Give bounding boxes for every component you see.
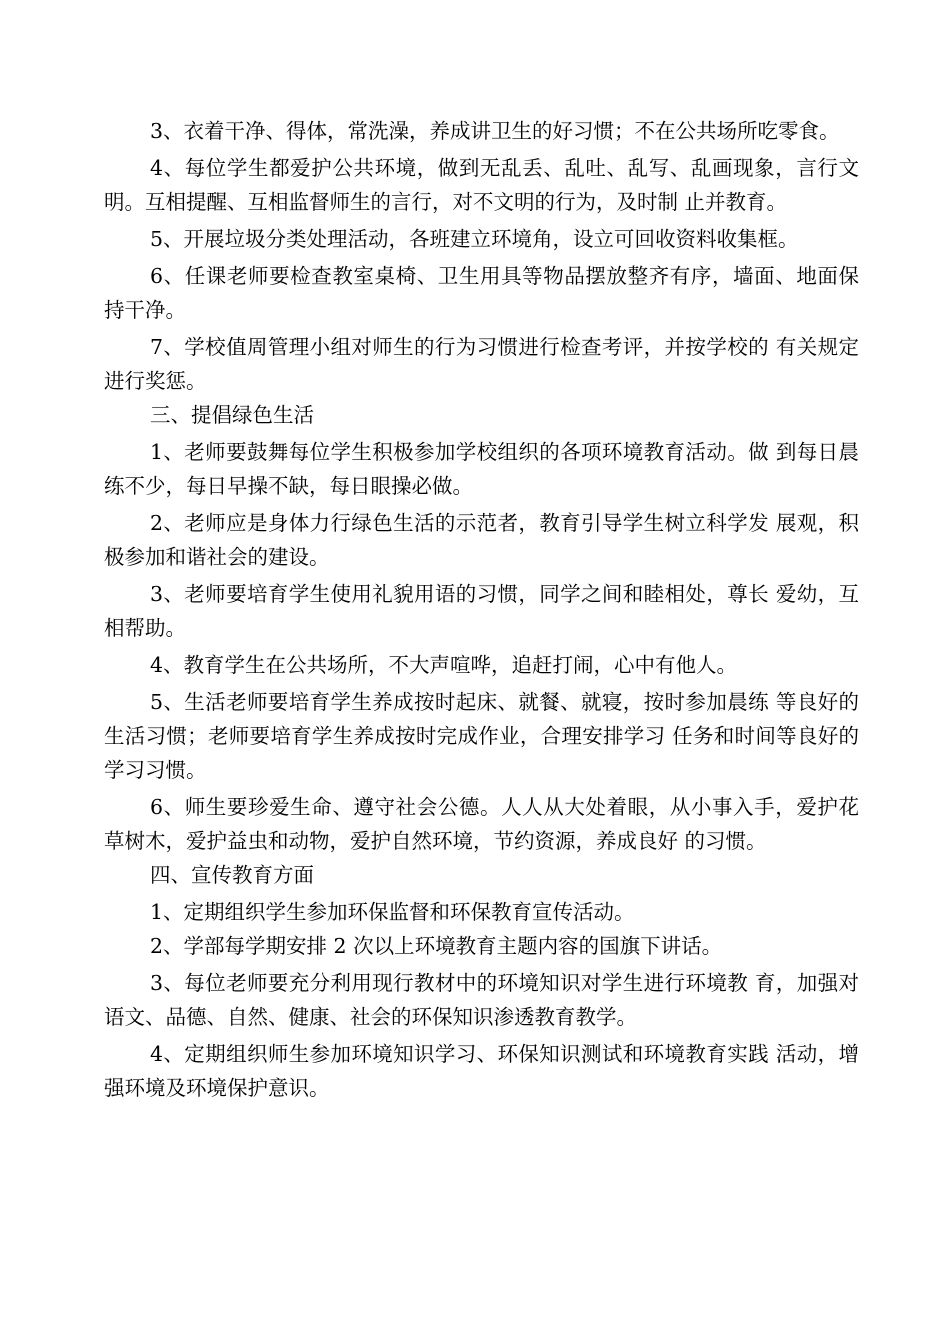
paragraph-item-1-activities: 1、老师要鼓舞每位学生积极参加学校组织的各项环境教育活动。做 到每日晨练不少，每日早操不缺，每日眼操必做。: [104, 440, 859, 498]
document-body: [104, 114, 859, 1105]
paragraph-item-6-classroom-check: 6、任课老师要检查教室桌椅、卫生用具等物品摆放整齐有序，墙面、地面保持干净。: [104, 264, 859, 322]
paragraph-item-5-garbage-sorting: 5、开展垃圾分类处理活动，各班建立环境角，设立可回收资料收集框。: [150, 227, 799, 251]
section-heading-green-life: 三、提倡绿色生活: [150, 403, 314, 427]
paragraph-item-4-public-behavior: 4、教育学生在公共场所，不大声喧哗，追赶打闹，心中有他人。: [150, 653, 738, 677]
paragraph-item-2-flag-speech: 2、学部每学期安排 2 次以上环境教育主题内容的国旗下讲话。: [150, 934, 723, 958]
section-heading-publicity: 四、宣传教育方面: [150, 863, 314, 887]
paragraph-item-1-supervision: 1、定期组织学生参加环保监督和环保教育宣传活动。: [150, 900, 635, 924]
paragraph-item-6-cherish-life: 6、师生要珍爱生命、遵守社会公德。人人从大处着眼，从小事入手，爱护花草树木，爱护益虫和动物，爱护自然环境，节约资源，养成良好 的习惯。: [104, 795, 859, 853]
paragraph-item-7-weekly-inspection: 7、学校值周管理小组对师生的行为习惯进行检查考评，并按学校的 有关规定进行奖惩。: [104, 335, 859, 393]
paragraph-item-3-hygiene: 3、衣着干净、得体，常洗澡，养成讲卫生的好习惯；不在公共场所吃零食。: [150, 119, 840, 143]
paragraph-item-3-textbook-use: 3、每位老师要充分利用现行教材中的环境知识对学生进行环境教 育，加强对语文、品德、自然、健康、社会的环保知识渗透教育教学。: [104, 971, 859, 1029]
paragraph-item-3-polite-language: 3、老师要培育学生使用礼貌用语的习惯，同学之间和睦相处，尊长 爱幼，互相帮助。: [104, 582, 859, 640]
paragraph-item-2-role-model: 2、老师应是身体力行绿色生活的示范者，教育引导学生树立科学发 展观，积极参加和谐社会的建设。: [104, 511, 859, 569]
paragraph-item-5-living-habits: 5、生活老师要培育学生养成按时起床、就餐、就寝，按时参加晨练 等良好的生活习惯；老师要培育学生养成按时完成作业，合理安排学习 任务和时间等良好的学习习惯。: [104, 690, 859, 782]
paragraph-item-4-practice-activities: 4、定期组织师生参加环境知识学习、环保知识测试和环境教育实践 活动，增强环境及环境保护意识。: [104, 1042, 859, 1100]
paragraph-item-4-environment: 4、每位学生都爱护公共环境，做到无乱丢、乱吐、乱写、乱画现象，言行文明。互相提醒、互相监督师生的言行，对不文明的行为，及时制 止并教育。: [104, 156, 859, 214]
